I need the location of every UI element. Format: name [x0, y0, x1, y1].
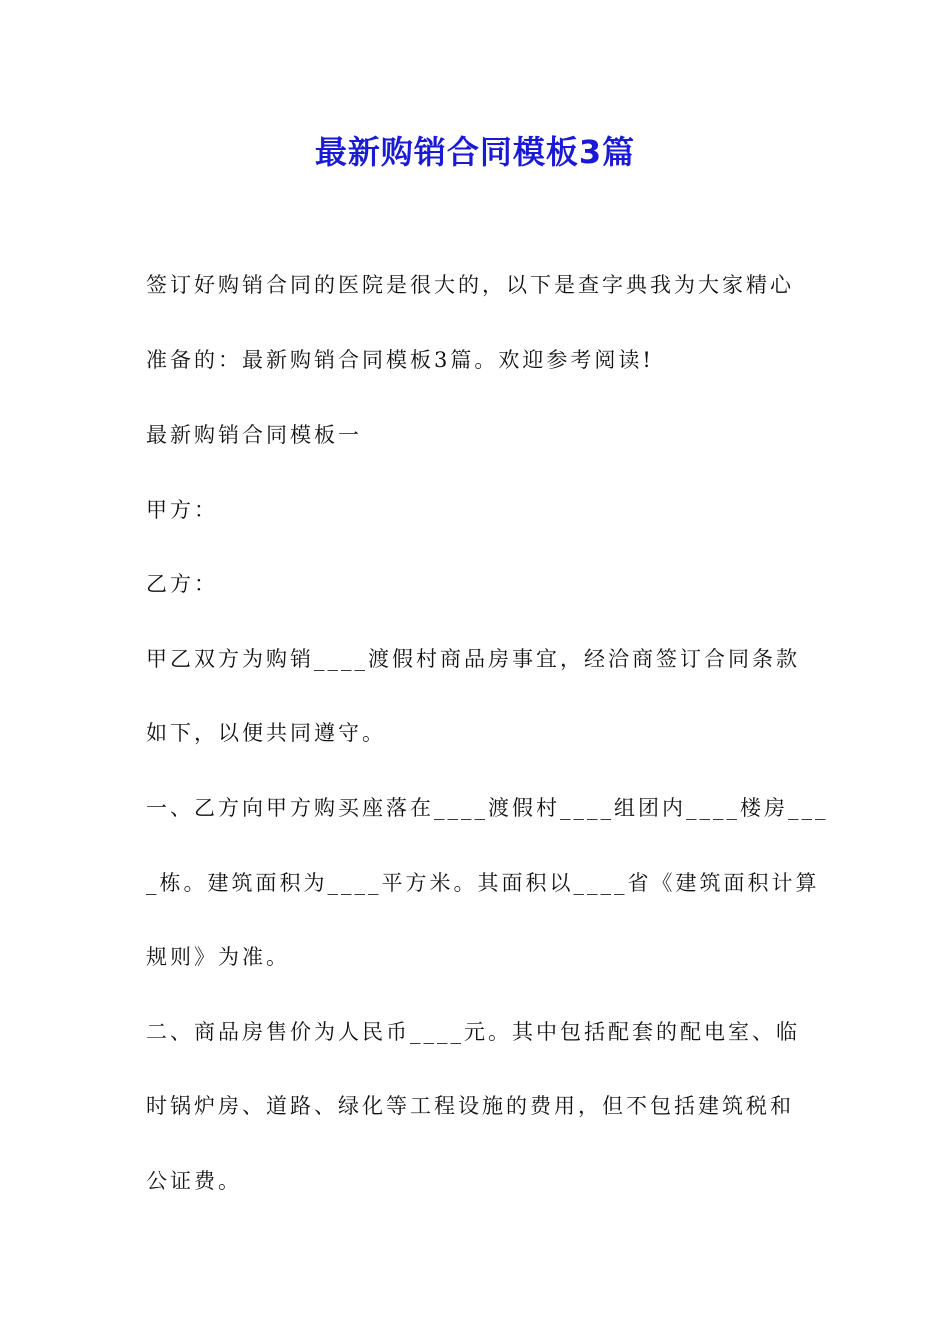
paragraph-line: 签订好购销合同的医院是很大的，以下是查字典我为大家精心: [146, 273, 794, 297]
section-heading: 最新购销合同模板一: [146, 423, 362, 447]
clause-line: 公证费。: [146, 1169, 242, 1193]
paragraph-line: 甲乙双方为购销____渡假村商品房事宜，经洽商签订合同条款: [146, 647, 800, 671]
paragraph-line: 准备的：最新购销合同模板3篇。欢迎参考阅读!: [146, 348, 654, 372]
clause-line: 二、商品房售价为人民币____元。其中包括配套的配电室、临: [146, 1020, 800, 1044]
party-a-label: 甲方：: [146, 498, 218, 522]
party-b-label: 乙方：: [146, 572, 218, 596]
clause-line: 时锅炉房、道路、绿化等工程设施的费用，但不包括建筑税和: [146, 1094, 794, 1118]
clause-line: 规则》为准。: [146, 945, 290, 969]
document-title: 最新购销合同模板3篇: [314, 133, 636, 171]
paragraph-line: 如下，以便共同遵守。: [146, 721, 386, 745]
clause-line: _栋。建筑面积为____平方米。其面积以____省《建筑面积计算: [146, 871, 820, 895]
clause-line: 一、乙方向甲方购买座落在____渡假村____组团内____楼房___: [146, 796, 829, 820]
